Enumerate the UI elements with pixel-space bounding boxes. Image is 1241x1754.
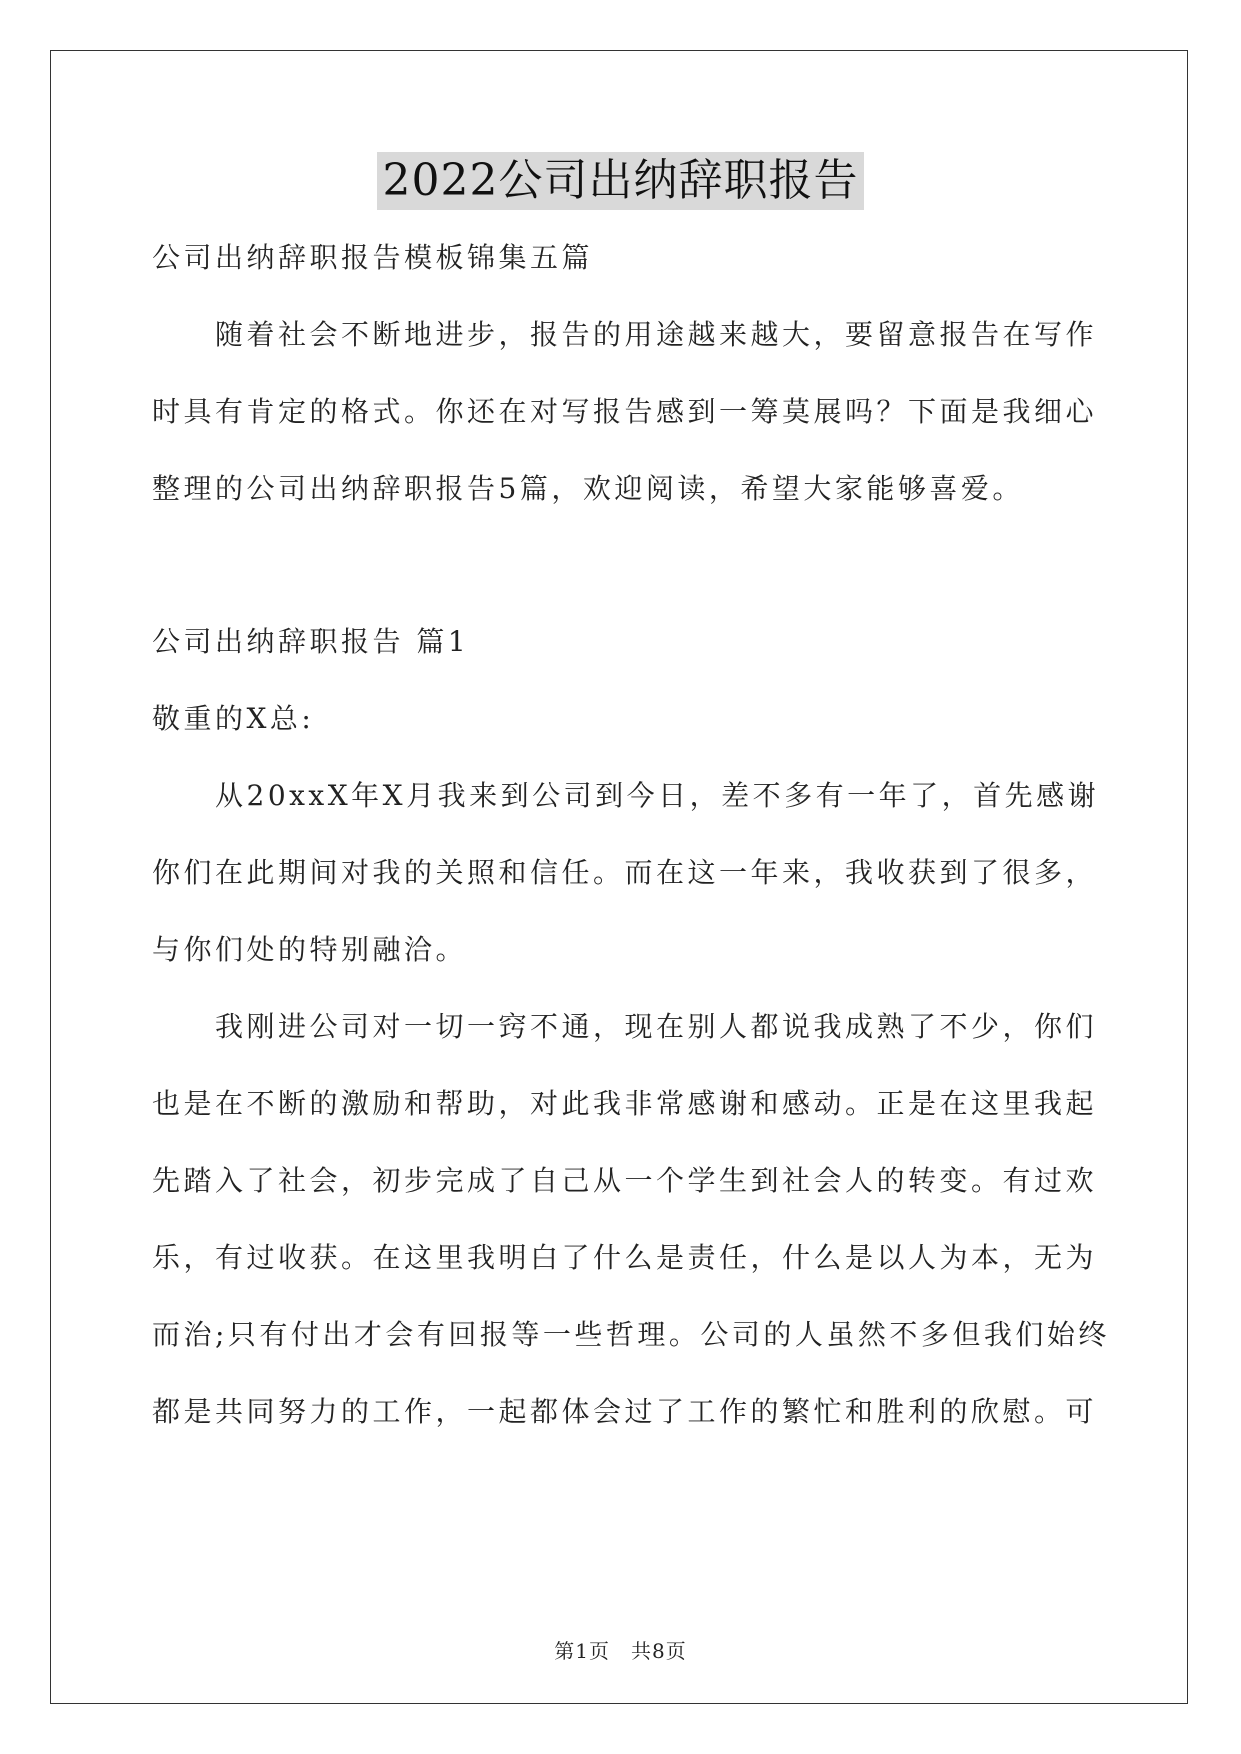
body-line-4: 我刚进公司对一切一窍不通，现在别人都说我成熟了不少，你们	[152, 1010, 1098, 1043]
body-line-3: 与你们处的特别融洽。	[152, 933, 468, 966]
body-line-2: 你们在此期间对我的关照和信任。而在这一年来，我收获到了很多，	[152, 856, 1098, 889]
section-heading: 公司出纳辞职报告 篇1	[152, 625, 470, 658]
intro-line-3: 整理的公司出纳辞职报告5篇，欢迎阅读，希望大家能够喜爱。	[152, 472, 1024, 505]
body-line-6: 先踏入了社会，初步完成了自己从一个学生到社会人的转变。有过欢	[152, 1164, 1098, 1197]
body-line-5: 也是在不断的激励和帮助，对此我非常感谢和感动。正是在这里我起	[152, 1087, 1098, 1120]
intro-line-2: 时具有肯定的格式。你还在对写报告感到一筹莫展吗？下面是我细心	[152, 395, 1098, 428]
body-line-8: 而治;只有付出才会有回报等一些哲理。公司的人虽然不多但我们始终	[152, 1318, 1110, 1351]
body-line-9: 都是共同努力的工作，一起都体会过了工作的繁忙和胜利的欣慰。可	[152, 1395, 1098, 1428]
document-title: 2022公司出纳辞职报告	[377, 152, 865, 210]
salutation: 敬重的X总:	[152, 702, 315, 735]
body-line-1: 从20xxX年X月我来到公司到今日，差不多有一年了，首先感谢	[152, 779, 1100, 812]
document-subtitle: 公司出纳辞职报告模板锦集五篇	[152, 241, 594, 274]
intro-line-1: 随着社会不断地进步，报告的用途越来越大，要留意报告在写作	[152, 318, 1098, 351]
body-line-7: 乐，有过收获。在这里我明白了什么是责任，什么是以人为本，无为	[152, 1241, 1098, 1274]
document-title-container	[0, 152, 1241, 219]
page-number-footer: 第1页 共8页	[554, 1639, 687, 1663]
